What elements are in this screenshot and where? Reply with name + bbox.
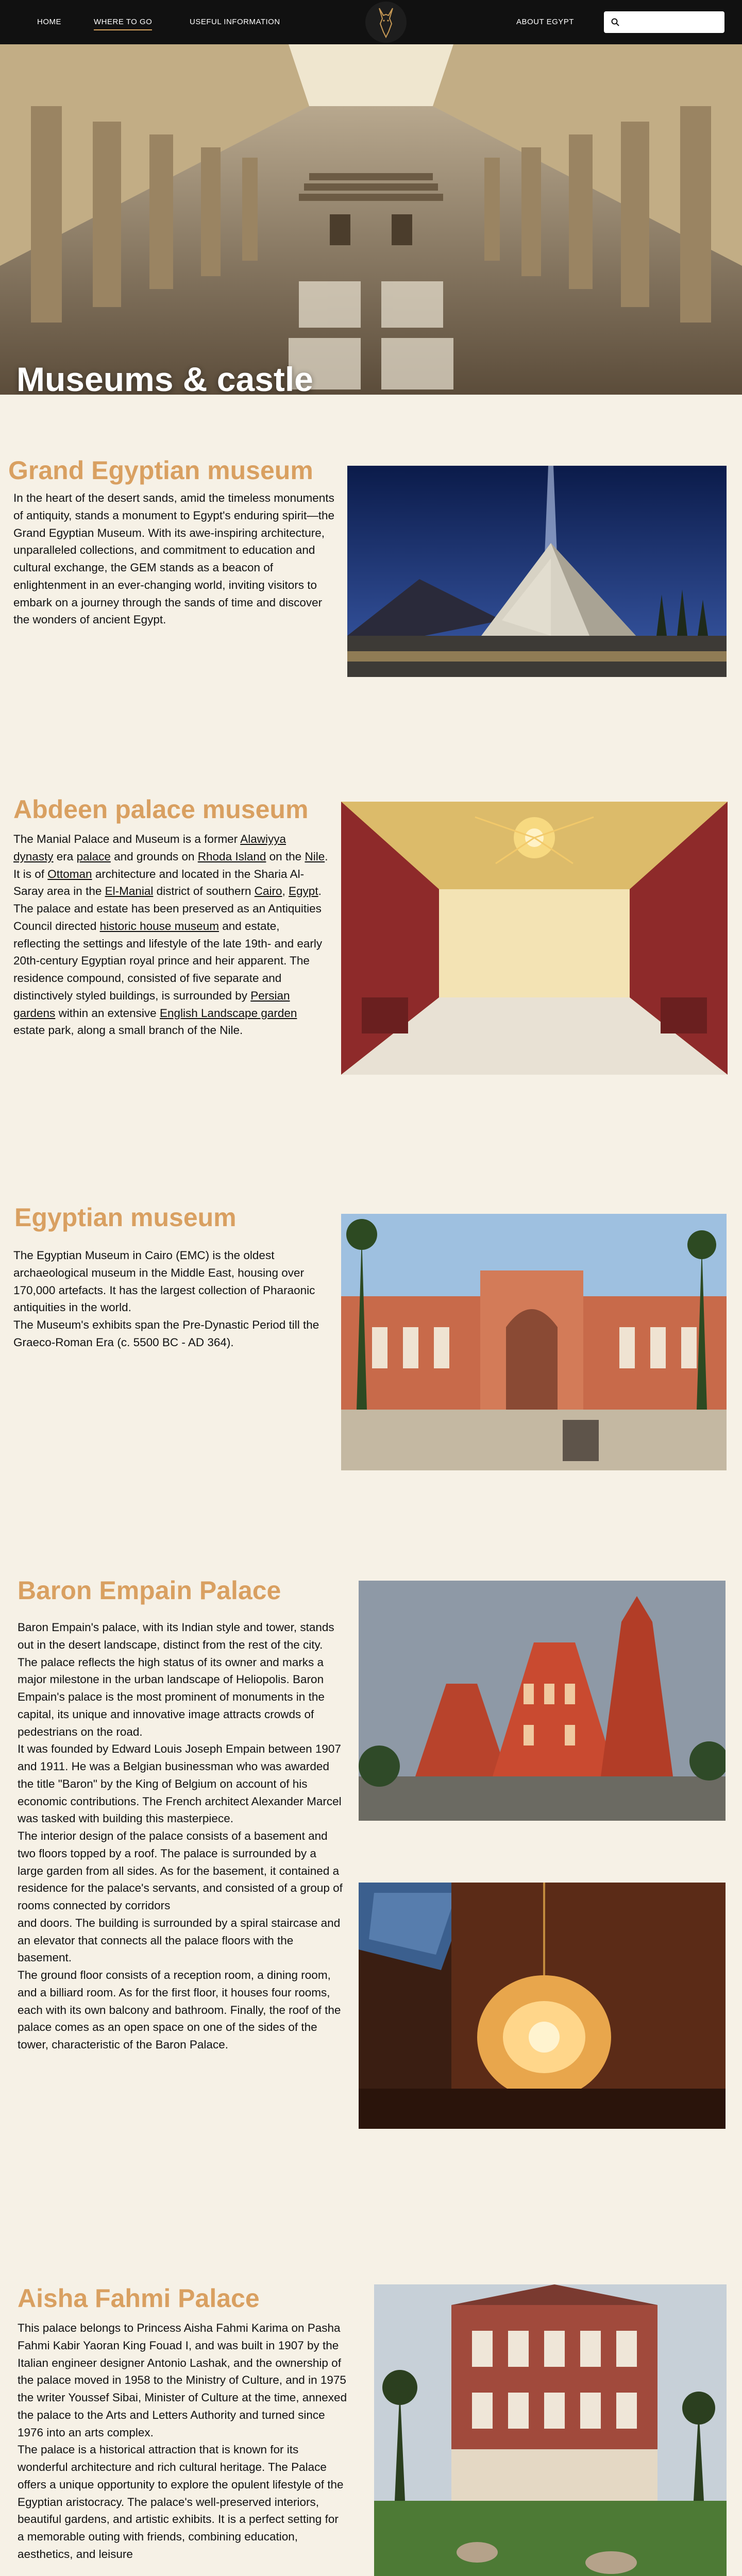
aisha-fahmi-description xyxy=(18,2319,347,2563)
egyptian-museum-paragraph-1: The Egyptian Museum in Cairo (EMC) is the oldest archaeological museum in the Middle East, housing over 170,000 artefacts. It has the largest collection of Pharaonic antiquities in the world. xyxy=(13,1249,315,1314)
baron-palace-exterior-image xyxy=(359,1581,726,1821)
egyptian-museum-paragraph-2: The Museum's exhibits span the Pre-Dynastic Period till the Graeco-Roman Era (c. 5500 BC - AD 364). xyxy=(13,1318,319,1349)
top-navigation-bar xyxy=(0,0,742,44)
abdeen-text-7: district of southern xyxy=(153,885,255,898)
baron-palace-chandelier-image xyxy=(359,1883,726,2129)
abdeen-hall-image xyxy=(341,802,728,1075)
anubis-logo-icon[interactable] xyxy=(365,1,407,43)
nav-search-box[interactable] xyxy=(604,11,724,33)
link-el-manial[interactable]: El-Manial xyxy=(105,885,154,898)
baron-paragraph-3: The interior design of the palace consists of a basement and two floors topped by a roof. The palace is surrounded by a large garden from all sides. As for the basement, it contained a residence for the palace's servants, and consisted of a group of rooms connected by corridors xyxy=(18,1829,343,1912)
abdeen-text-8: , xyxy=(282,885,289,898)
abdeen-text-6: architecture and located in the Sharia Al-Saray area in the xyxy=(13,867,305,898)
nav-where-to-go-link[interactable]: WHERE TO GO xyxy=(94,18,152,30)
nav-home-link[interactable]: HOME xyxy=(37,18,61,26)
baron-palace-description xyxy=(18,1619,343,2054)
aisha-fahmi-title: Aisha Fahmi Palace xyxy=(18,2284,260,2313)
link-rhoda-island[interactable]: Rhoda Island xyxy=(197,850,266,863)
abdeen-text-11: within an extensive xyxy=(55,1006,160,1020)
aisha-paragraph-2: The palace is a historical attraction that is known for its wonderful architecture and rich cultural heritage. The Palace offers a unique opportunity to explore the opulent lifestyle of the Egyptian aristocracy. The palace's well-preserved interiors, beautiful gardens, and artistic exhibits. It is a perfect setting for a memorable outing with friends, combining education, aesthetics, and leisure xyxy=(18,2443,344,2561)
nav-search-input[interactable] xyxy=(623,18,721,26)
abdeen-text-1: The Manial Palace and Museum is a former xyxy=(13,833,241,845)
abdeen-text-9: . The palace and estate has been preserved as an Antiquities Council directed xyxy=(13,885,322,933)
baron-palace-title: Baron Empain Palace xyxy=(18,1576,281,1605)
link-egypt[interactable]: Egypt xyxy=(289,885,318,898)
link-nile[interactable]: Nile xyxy=(305,850,325,863)
abdeen-text-3: and grounds on xyxy=(110,850,198,863)
link-alawiyya-dynasty[interactable]: Alawiyya dynasty xyxy=(13,833,286,863)
gem-description: In the heart of the desert sands, amid the timeless monuments of antiquity, stands a monument to Egypt's enduring spirit—the Grand Egyptian Museum. With its awe-inspiring architecture, unparalleled collections, and commitment to education and cultural exchange, the GEM stands as a beacon of enlightenment in an ever-changing world, inviting visitors to embark on a journey through the sands of time and discover the wonders of ancient Egypt. xyxy=(13,492,334,626)
link-ottoman[interactable]: Ottoman xyxy=(47,867,92,880)
link-english-landscape-garden[interactable]: English Landscape garden xyxy=(159,1006,297,1020)
gem-title: Grand Egyptian museum xyxy=(8,456,313,485)
abdeen-title: Abdeen palace museum xyxy=(13,795,309,824)
abdeen-description xyxy=(13,831,329,1039)
baron-paragraph-1: Baron Empain's palace, with its Indian style and tower, stands out in the desert landscape, distinct from the rest of the city. The palace reflects the high status of its owner and marks a major milestone in the urban landscape of Heliopolis. Baron Empain's palace is the most prominent of monuments in the capital, its unique and innovative image attracts crowds of pedestrians on the road. xyxy=(18,1621,334,1738)
baron-paragraph-4: and doors. The building is surrounded by a spiral staircase and an elevator that connects all the palace floors with the basement. xyxy=(18,1916,341,1964)
museum-hall-image xyxy=(0,44,742,395)
baron-paragraph-5: The ground floor consists of a reception room, a dining room, and a billiard room. As for the first floor, it houses four rooms, each with its own balcony and bathroom. Finally, the roof of the palace comes as an open space on one of the sides of the tower, characteristic of the Baron Palace. xyxy=(18,1969,341,2051)
link-cairo[interactable]: Cairo xyxy=(254,885,282,898)
link-persian-gardens[interactable]: Persian gardens xyxy=(13,989,290,1020)
abdeen-text-4: on the xyxy=(266,850,305,863)
abdeen-text-12: estate park, along a small branch of the Nile. xyxy=(13,1024,243,1037)
hero-banner xyxy=(0,44,742,395)
aisha-paragraph-1: This palace belongs to Princess Aisha Fahmi Karima on Pasha Fahmi Kabir Yaoran King Fouad I, and was built in 1907 by the Italian engineer designer Antonio Lashak, and the ownership of the palace moved in 1958 to the Ministry of Culture, and in 1975 the writer Youssef Sibai, Minister of Culture at the time, annexed the palace to the Arts and Letters Authority and turned since 1976 into an arts complex. xyxy=(18,2321,347,2439)
hero-title: Museums & castle xyxy=(16,360,313,395)
nav-useful-information-link[interactable]: USEFUL INFORMATION xyxy=(190,18,280,26)
link-palace[interactable]: palace xyxy=(76,850,111,863)
search-icon xyxy=(611,18,619,26)
egyptian-museum-image xyxy=(341,1214,727,1470)
abdeen-text-10: and estate, reflecting the settings and lifestyle of the late 19th- and early 20th-century Egyptian royal prince and heir apparent. The residence compound, consisted of five separate and distinctively styled buildings, is surrounded by xyxy=(13,919,323,1002)
link-historic-house-museum[interactable]: historic house museum xyxy=(99,919,219,933)
abdeen-text-5: . It is of xyxy=(13,850,328,880)
nav-about-egypt-link[interactable]: ABOUT EGYPT xyxy=(516,18,574,26)
baron-paragraph-2: It was founded by Edward Louis Joseph Empain between 1907 and 1911. He was a Belgian businessman who was awarded the title "Baron" by the King of Belgium on account of his economic contributions. The French architect Alexander Marcel was tasked with building this masterpiece. xyxy=(18,1742,342,1825)
aisha-fahmi-palace-image xyxy=(374,2284,727,2576)
egyptian-museum-description xyxy=(13,1247,333,1351)
egyptian-museum-title: Egyptian museum xyxy=(14,1203,237,1232)
gem-image xyxy=(347,466,727,677)
abdeen-text-2: era xyxy=(53,850,77,863)
